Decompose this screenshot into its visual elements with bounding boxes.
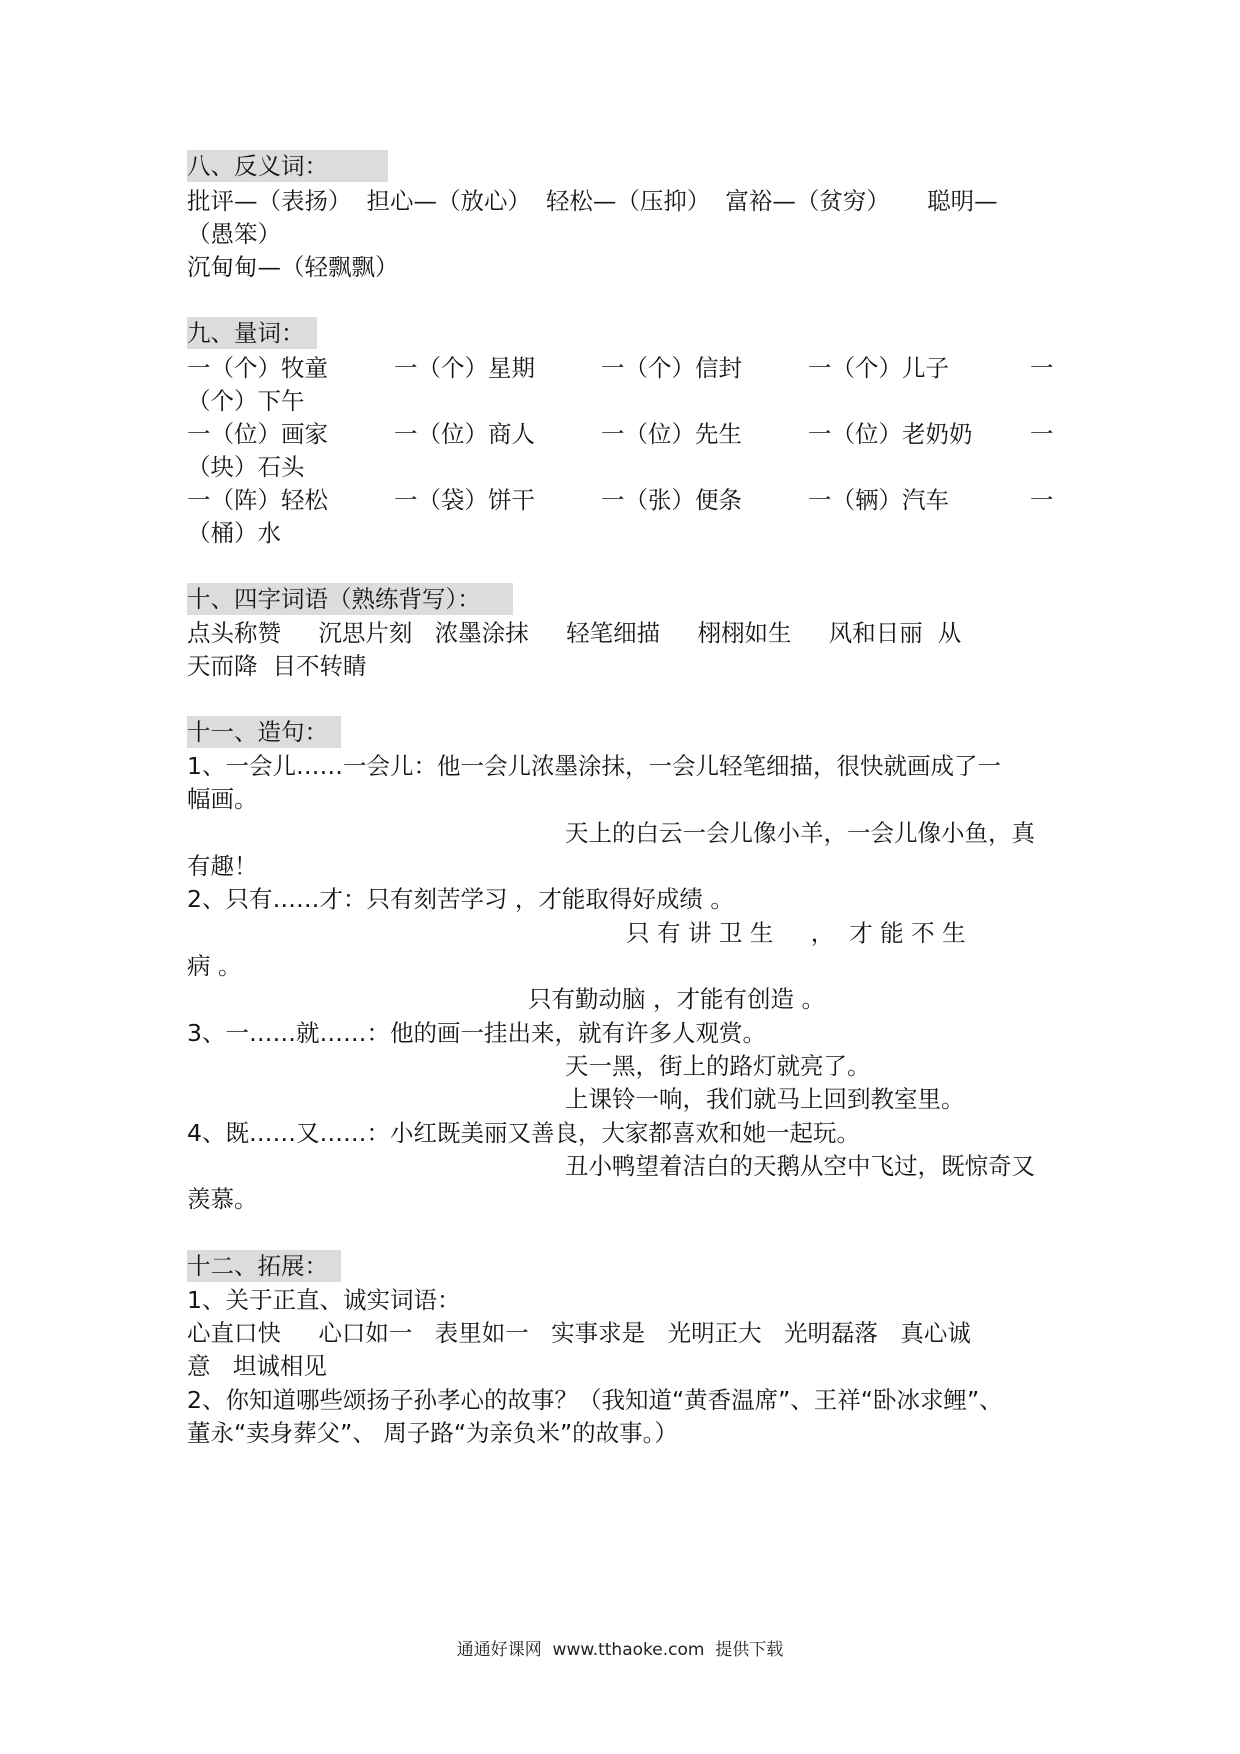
measure-word-item: （桶）水	[187, 519, 281, 547]
measure-word-item: 一（位）先生	[601, 420, 742, 448]
extension-line: 1、关于正直、诚实词语：	[187, 1286, 461, 1314]
section-heading-extension: 十二、拓展：	[187, 1250, 341, 1282]
extension-line: 2、你知道哪些颂扬子孙孝心的故事？（我知道“黄香温席”、王祥“卧冰求鲤”、	[187, 1386, 1003, 1414]
measure-word-item: 一	[1030, 354, 1054, 382]
extension-line: 意 坦诚相见	[187, 1352, 327, 1380]
idiom-line: 点头称赞 沉思片刻 浓墨涂抹 轻笔细描 栩栩如生 风和日丽 从	[187, 619, 962, 647]
sentence-line: 有趣！	[187, 852, 258, 880]
antonym-line: 批评—（表扬） 担心—（放心） 轻松—（压抑） 富裕—（贫穷） 聪明—	[187, 187, 998, 215]
section-heading-antonyms: 八、反义词：	[187, 150, 388, 182]
sentence-line: 天上的白云一会儿像小羊，一会儿像小鱼，真	[565, 819, 1035, 847]
extension-line: 心直口快 心口如一 表里如一 实事求是 光明正大 光明磊落 真心诚	[187, 1319, 971, 1347]
measure-word-item: （块）石头	[187, 453, 305, 481]
sentence-line: 3、一……就……：他的画一挂出来，就有许多人观赏。	[187, 1019, 766, 1047]
sentence-line: 幅画。	[187, 785, 258, 813]
measure-word-item: 一（位）画家	[187, 420, 328, 448]
measure-word-item: 一（袋）饼干	[394, 486, 535, 514]
measure-word-item: 一（个）星期	[394, 354, 535, 382]
measure-word-item: 一（辆）汽车	[808, 486, 949, 514]
measure-word-item: 一（位）老奶奶	[808, 420, 973, 448]
measure-word-item: 一	[1030, 486, 1054, 514]
measure-word-item: 一（个）牧童	[187, 354, 328, 382]
section-heading-idioms: 十、四字词语（熟练背写）：	[187, 583, 513, 615]
measure-word-item: 一（个）信封	[601, 354, 742, 382]
sentence-line: 丑小鸭望着洁白的天鹅从空中飞过，既惊奇又	[565, 1152, 1035, 1180]
idiom-line: 天而降 目不转睛	[187, 652, 367, 680]
extension-line: 董永“卖身葬父”、 周子路“为亲负米”的故事。）	[187, 1419, 678, 1447]
sentence-line: 只 有 讲 卫 生 ， 才 能 不 生	[626, 919, 966, 947]
sentence-line: 1、一会儿……一会儿：他一会儿浓墨涂抹，一会儿轻笔细描，很快就画成了一	[187, 752, 1001, 780]
measure-word-item: 一（位）商人	[394, 420, 535, 448]
sentence-line: 病 。	[187, 952, 242, 980]
sentence-line: 只有勤动脑 ，才能有创造 。	[528, 985, 825, 1013]
sentence-line: 羡慕。	[187, 1185, 258, 1213]
antonym-line: （愚笨）	[187, 220, 281, 248]
page-footer: 通通好课网 www.tthaoke.com 提供下载	[456, 1640, 784, 1660]
measure-word-item: 一（张）便条	[601, 486, 742, 514]
sentence-line: 2、只有……才：只有刻苦学习 ，才能取得好成绩 。	[187, 885, 734, 913]
measure-word-item: 一	[1030, 420, 1054, 448]
section-heading-sentences: 十一、造句：	[187, 716, 341, 748]
sentence-line: 上课铃一响，我们就马上回到教室里。	[565, 1085, 965, 1113]
sentence-line: 4、既……又……：小红既美丽又善良，大家都喜欢和她一起玩。	[187, 1119, 860, 1147]
measure-word-item: 一（个）儿子	[808, 354, 949, 382]
antonym-line: 沉甸甸—（轻飘飘）	[187, 253, 399, 281]
measure-word-item: （个）下午	[187, 387, 305, 415]
section-heading-measure-words: 九、量词：	[187, 317, 317, 349]
measure-word-item: 一（阵）轻松	[187, 486, 328, 514]
sentence-line: 天一黑，街上的路灯就亮了。	[565, 1052, 871, 1080]
